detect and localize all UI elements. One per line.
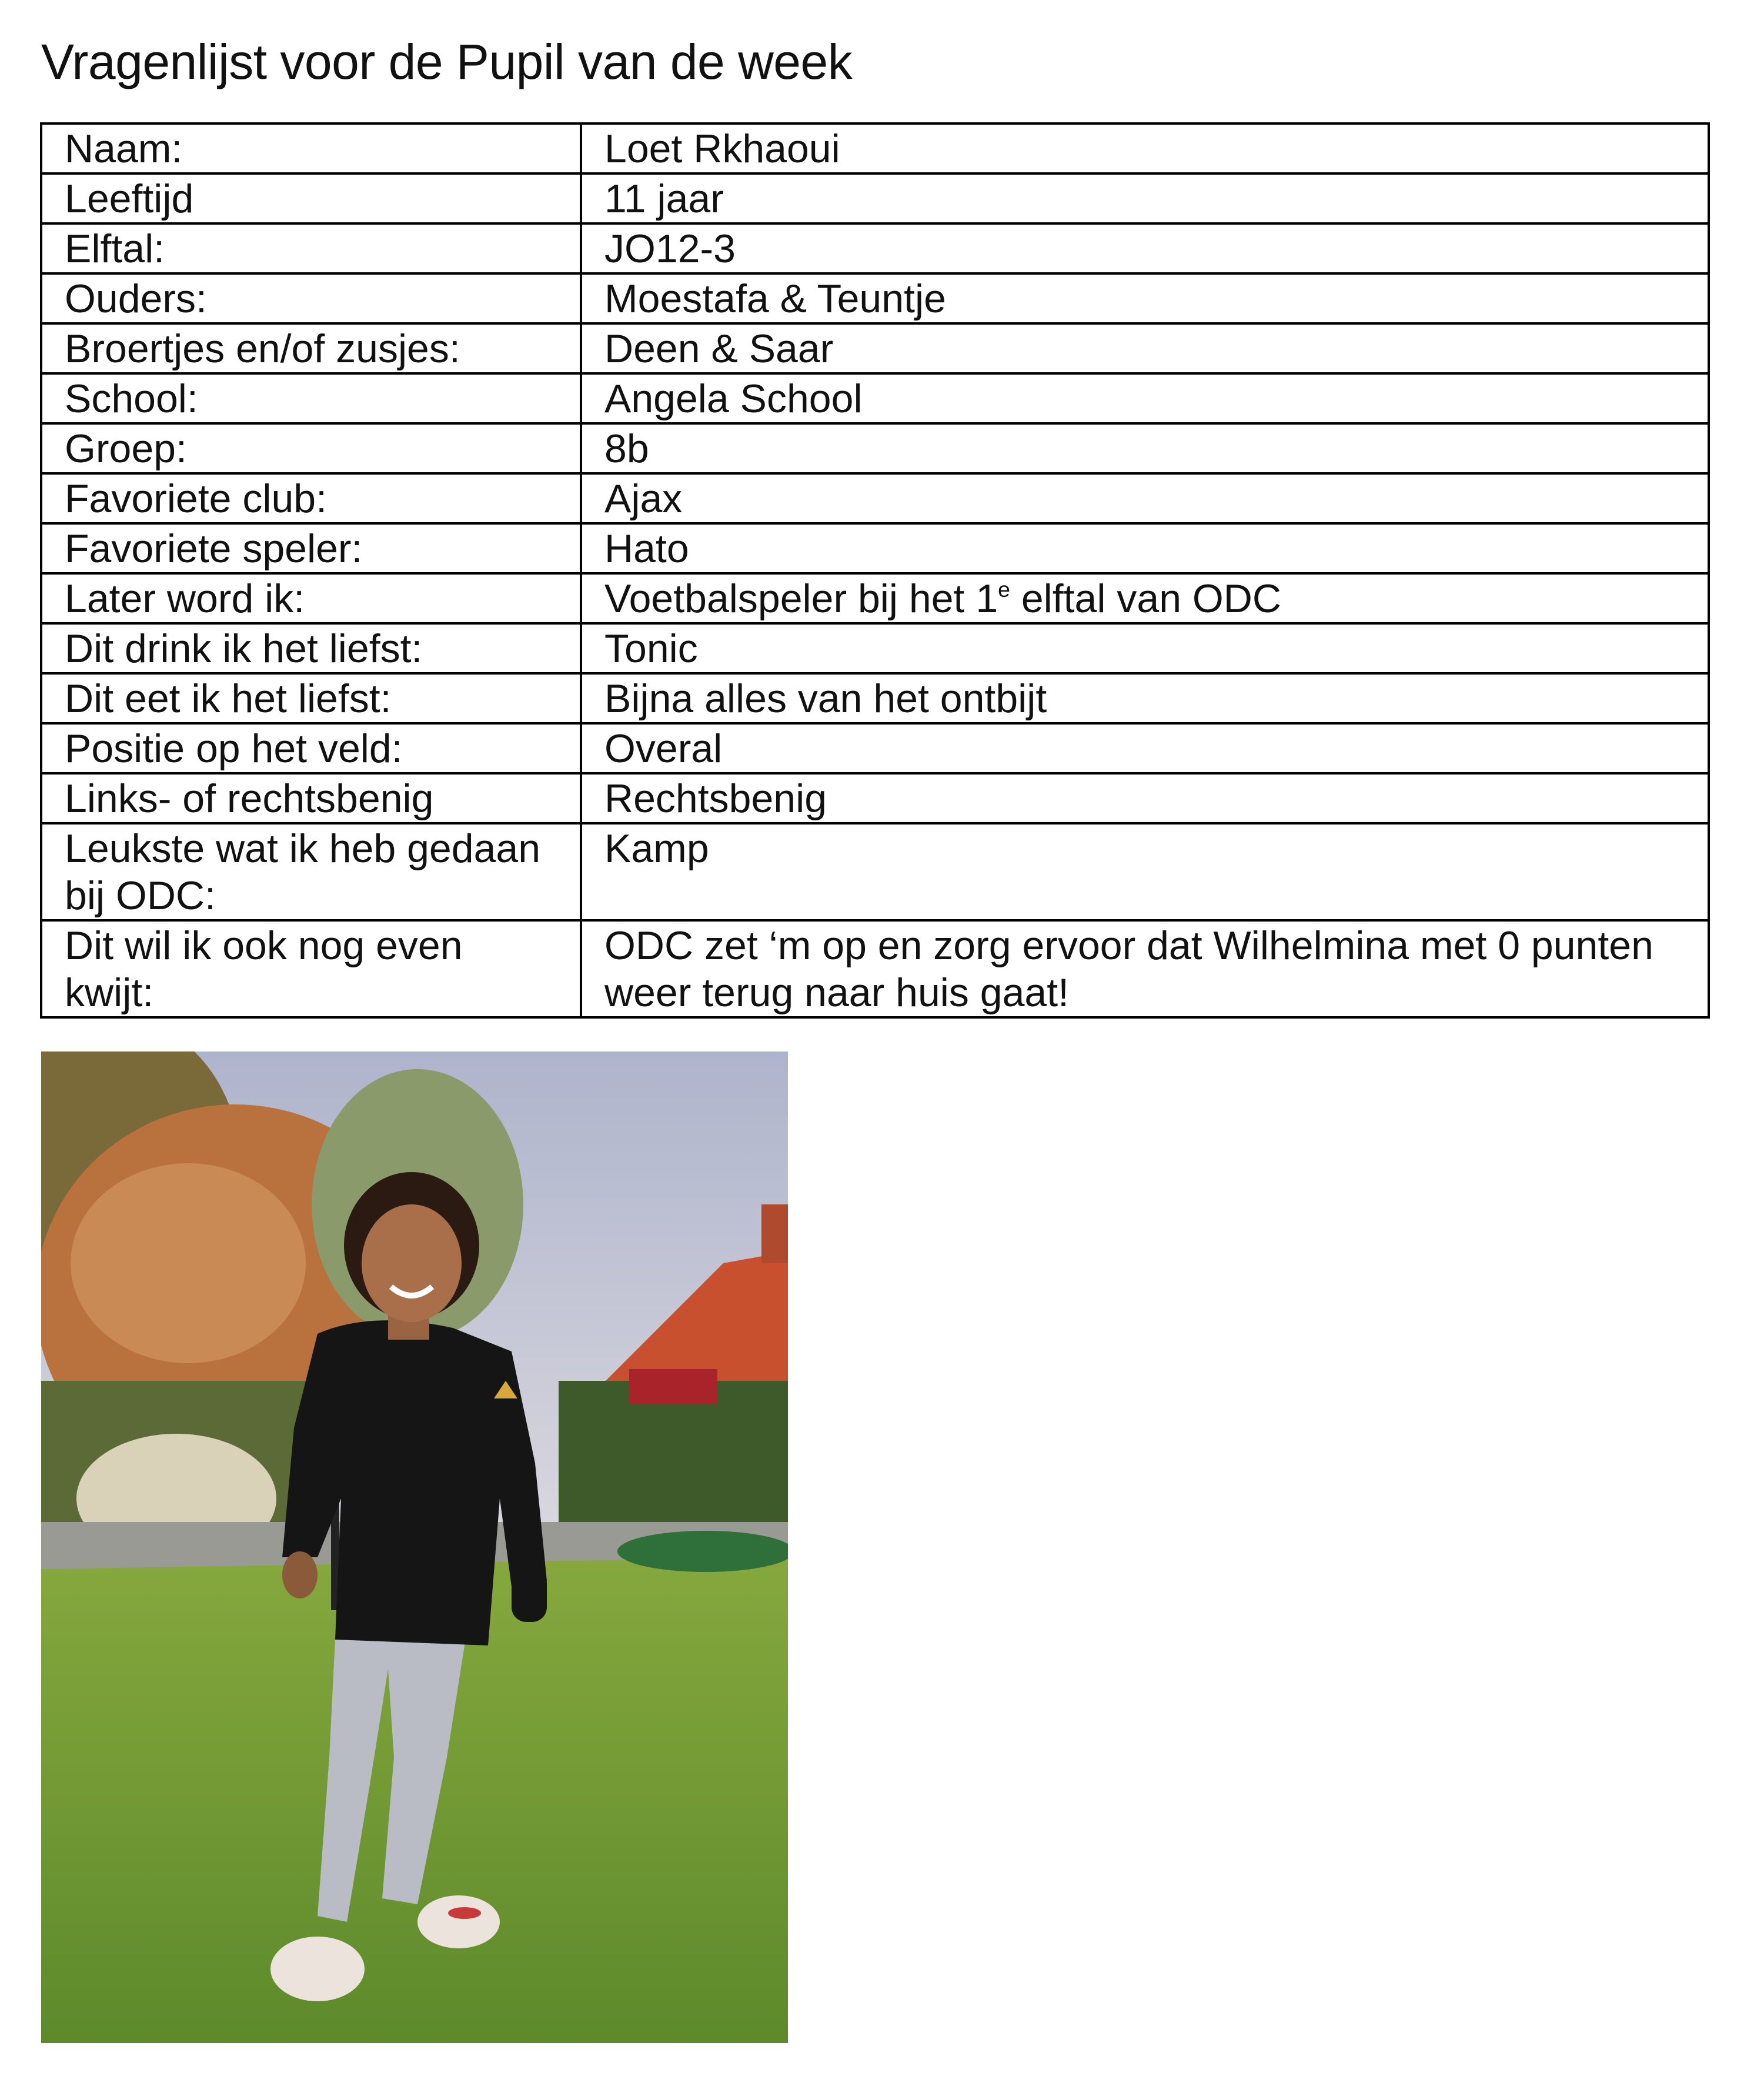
question-cell: Leeftijd bbox=[41, 173, 581, 223]
shoe-right bbox=[417, 1895, 500, 1948]
question-cell: Ouders: bbox=[41, 273, 581, 323]
table-row bbox=[41, 423, 1709, 473]
question-cell: Groep: bbox=[41, 423, 581, 473]
question-cell: Positie op het veld: bbox=[41, 723, 581, 773]
question-cell: School: bbox=[41, 373, 581, 423]
table-row bbox=[41, 623, 1709, 673]
answer-cell: Overal bbox=[581, 723, 1709, 773]
hand-left bbox=[282, 1551, 318, 1598]
table-row bbox=[41, 823, 1709, 920]
shoe-right-accent bbox=[448, 1907, 481, 1919]
table-row bbox=[41, 920, 1709, 1017]
table-row bbox=[41, 723, 1709, 773]
question-cell: Dit eet ik het liefst: bbox=[41, 673, 581, 723]
question-cell: Elftal: bbox=[41, 223, 581, 273]
table-row bbox=[41, 673, 1709, 723]
pupil-photo bbox=[41, 1051, 788, 2043]
answer-cell: Loet Rkhaoui bbox=[581, 123, 1709, 173]
ordinal-superscript: e bbox=[998, 576, 1010, 602]
answer-cell: Hato bbox=[581, 523, 1709, 573]
red-flowers bbox=[629, 1369, 717, 1404]
document-title: Vragenlijst voor de Pupil van de week bbox=[41, 34, 853, 89]
answer-text: elftal van ODC bbox=[1010, 576, 1282, 621]
answer-cell: Kamp bbox=[581, 823, 1709, 920]
answer-cell: Ajax bbox=[581, 473, 1709, 523]
question-cell: Links- of rechtsbenig bbox=[41, 773, 581, 823]
answer-cell: 11 jaar bbox=[581, 173, 1709, 223]
table-row bbox=[41, 373, 1709, 423]
question-cell: Naam: bbox=[41, 123, 581, 173]
question-cell: Leukste wat ik heb gedaan bij ODC: bbox=[41, 823, 581, 920]
tree-autumn-highlight bbox=[71, 1163, 306, 1363]
answer-cell: Bijna alles van het ontbijt bbox=[581, 673, 1709, 723]
answer-cell: Angela School bbox=[581, 373, 1709, 423]
answer-cell: ODC zet ‘m op en zorg ervoor dat Wilhelmina met 0 punten weer terug naar huis gaat! bbox=[581, 920, 1709, 1017]
question-cell: Dit drink ik het liefst: bbox=[41, 623, 581, 673]
answer-text: Voetbalspeler bij het 1 bbox=[604, 576, 998, 621]
pupil-photo-illustration bbox=[41, 1051, 788, 2043]
house-chimney bbox=[761, 1204, 788, 1263]
table-row bbox=[41, 523, 1709, 573]
table-row bbox=[41, 173, 1709, 223]
question-cell: Broertjes en/of zusjes: bbox=[41, 323, 581, 373]
table-row bbox=[41, 323, 1709, 373]
face bbox=[362, 1204, 462, 1322]
question-cell: Favoriete speler: bbox=[41, 523, 581, 573]
answer-cell: Deen & Saar bbox=[581, 323, 1709, 373]
answer-cell bbox=[581, 573, 1709, 623]
answer-cell: 8b bbox=[581, 423, 1709, 473]
table-row bbox=[41, 123, 1709, 173]
answer-cell: JO12-3 bbox=[581, 223, 1709, 273]
shoe-left bbox=[270, 1937, 365, 2001]
answer-cell: Rechtsbenig bbox=[581, 773, 1709, 823]
answer-cell: Tonic bbox=[581, 623, 1709, 673]
table-row bbox=[41, 223, 1709, 273]
answer-cell: Moestafa & Teuntje bbox=[581, 273, 1709, 323]
question-cell: Dit wil ik ook nog even kwijt: bbox=[41, 920, 581, 1017]
table-row bbox=[41, 573, 1709, 623]
trampoline bbox=[617, 1531, 788, 1572]
question-cell: Favoriete club: bbox=[41, 473, 581, 523]
table-row bbox=[41, 473, 1709, 523]
table-row bbox=[41, 773, 1709, 823]
questionnaire-table bbox=[40, 122, 1710, 1019]
glove-right bbox=[512, 1569, 547, 1622]
table-row bbox=[41, 273, 1709, 323]
question-cell: Later word ik: bbox=[41, 573, 581, 623]
